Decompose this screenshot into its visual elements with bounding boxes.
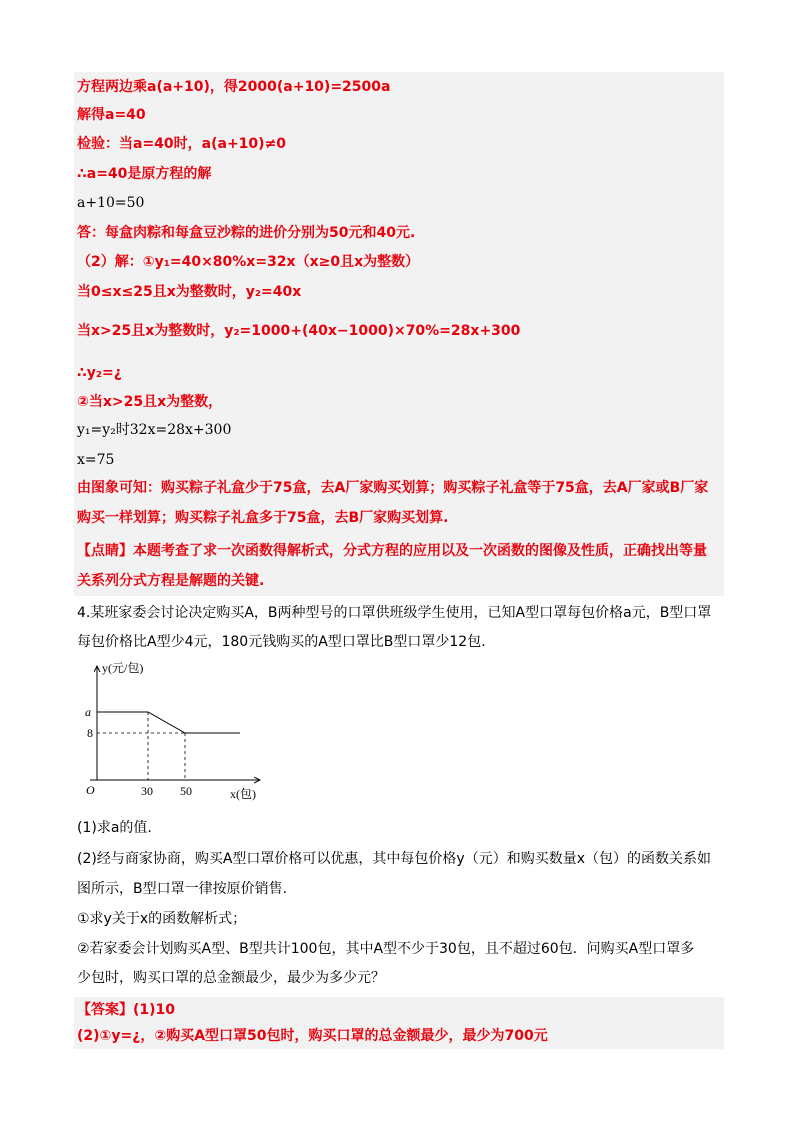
tick-label-a: a (85, 705, 91, 719)
solution-line-10: ∴y₂=¿ (77, 365, 122, 381)
problem-line-1: 4.某班家委会讨论决定购买A，B两种型号的口罩供班级学生使用，已知A型口罩每包价格a元，B型口罩 (77, 605, 712, 621)
answer-line-2: (2)①y=¿，②购买A型口罩50包时，购买口罩的总金额最少，最少为700元 (77, 1028, 548, 1044)
solution-line-5: a+10=50 (77, 195, 145, 211)
y-axis-label: y(元/包) (102, 661, 144, 675)
price-quantity-graph (80, 658, 280, 808)
question-2-part-1: ①求y关于x的函数解析式； (77, 911, 247, 927)
solution-line-3: 检验：当a=40时，a(a+10)≠0 (77, 136, 287, 152)
solution-line-1: 方程两边乘a(a+10)，得2000(a+10)=2500a (77, 79, 391, 95)
solution-comment-2: 关系列分式方程是解题的关键. (77, 573, 265, 589)
tick-label-8: 8 (87, 726, 93, 740)
solution-line-11: ②当x>25且x为整数， (77, 394, 223, 410)
x-axis-label: x(包) (230, 787, 256, 801)
question-2-part-2-line-1: ②若家委会计划购买A型、B型共计100包，其中A型不少于30包，且不超过60包．问购买A型口罩多 (77, 941, 695, 957)
question-1: (1)求a的值. (77, 820, 152, 836)
question-2-line-1: (2)经与商家协商，购买A型口罩价格可以优惠，其中每包价格y（元）和购买数量x（包）的函数关系如 (77, 851, 711, 867)
solution-line-9: 当x>25且x为整数时，y₂=1000+(40x−1000)×70%=28x+300 (77, 323, 521, 339)
solution-line-8: 当0≤x≤25且x为整数时，y₂=40x (77, 284, 302, 300)
answer-line-1: 【答案】(1)10 (77, 1002, 176, 1018)
solution-comment-1: 【点睛】本题考查了求一次函数得解析式，分式方程的应用以及一次函数的图像及性质，正确找出等量 (77, 543, 707, 559)
solution-line-6: 答：每盒肉粽和每盒豆沙粽的进价分别为50元和40元. (77, 225, 416, 241)
problem-line-2: 每包价格比A型少4元，180元钱购买的A型口罩比B型口罩少12包. (77, 634, 486, 650)
origin-label: O (86, 783, 95, 797)
question-2-line-2: 图所示，B型口罩一律按原价销售. (77, 881, 288, 897)
solution-line-14: 由图象可知：购买粽子礼盒少于75盒，去A厂家购买划算；购买粽子礼盒等于75盒，去A厂家或B厂家 (77, 480, 709, 496)
question-2-part-2-line-2: 少包时，购买口罩的总金额最少，最少为多少元？ (77, 970, 385, 986)
price-line (97, 712, 240, 733)
solution-line-13: x=75 (77, 452, 115, 468)
tick-label-50: 50 (180, 784, 192, 798)
solution-line-2: 解得a=40 (77, 107, 146, 123)
solution-line-4: ∴a=40是原方程的解 (77, 166, 212, 182)
tick-label-30: 30 (141, 784, 153, 798)
solution-line-7: （2）解：①y₁=40×80%x=32x（x≥0且x为整数） (77, 254, 420, 270)
solution-line-15: 购买一样划算；购买粽子礼盒多于75盒，去B厂家购买划算. (77, 510, 449, 526)
solution-line-12: y₁=y₂时32x=28x+300 (77, 422, 232, 438)
